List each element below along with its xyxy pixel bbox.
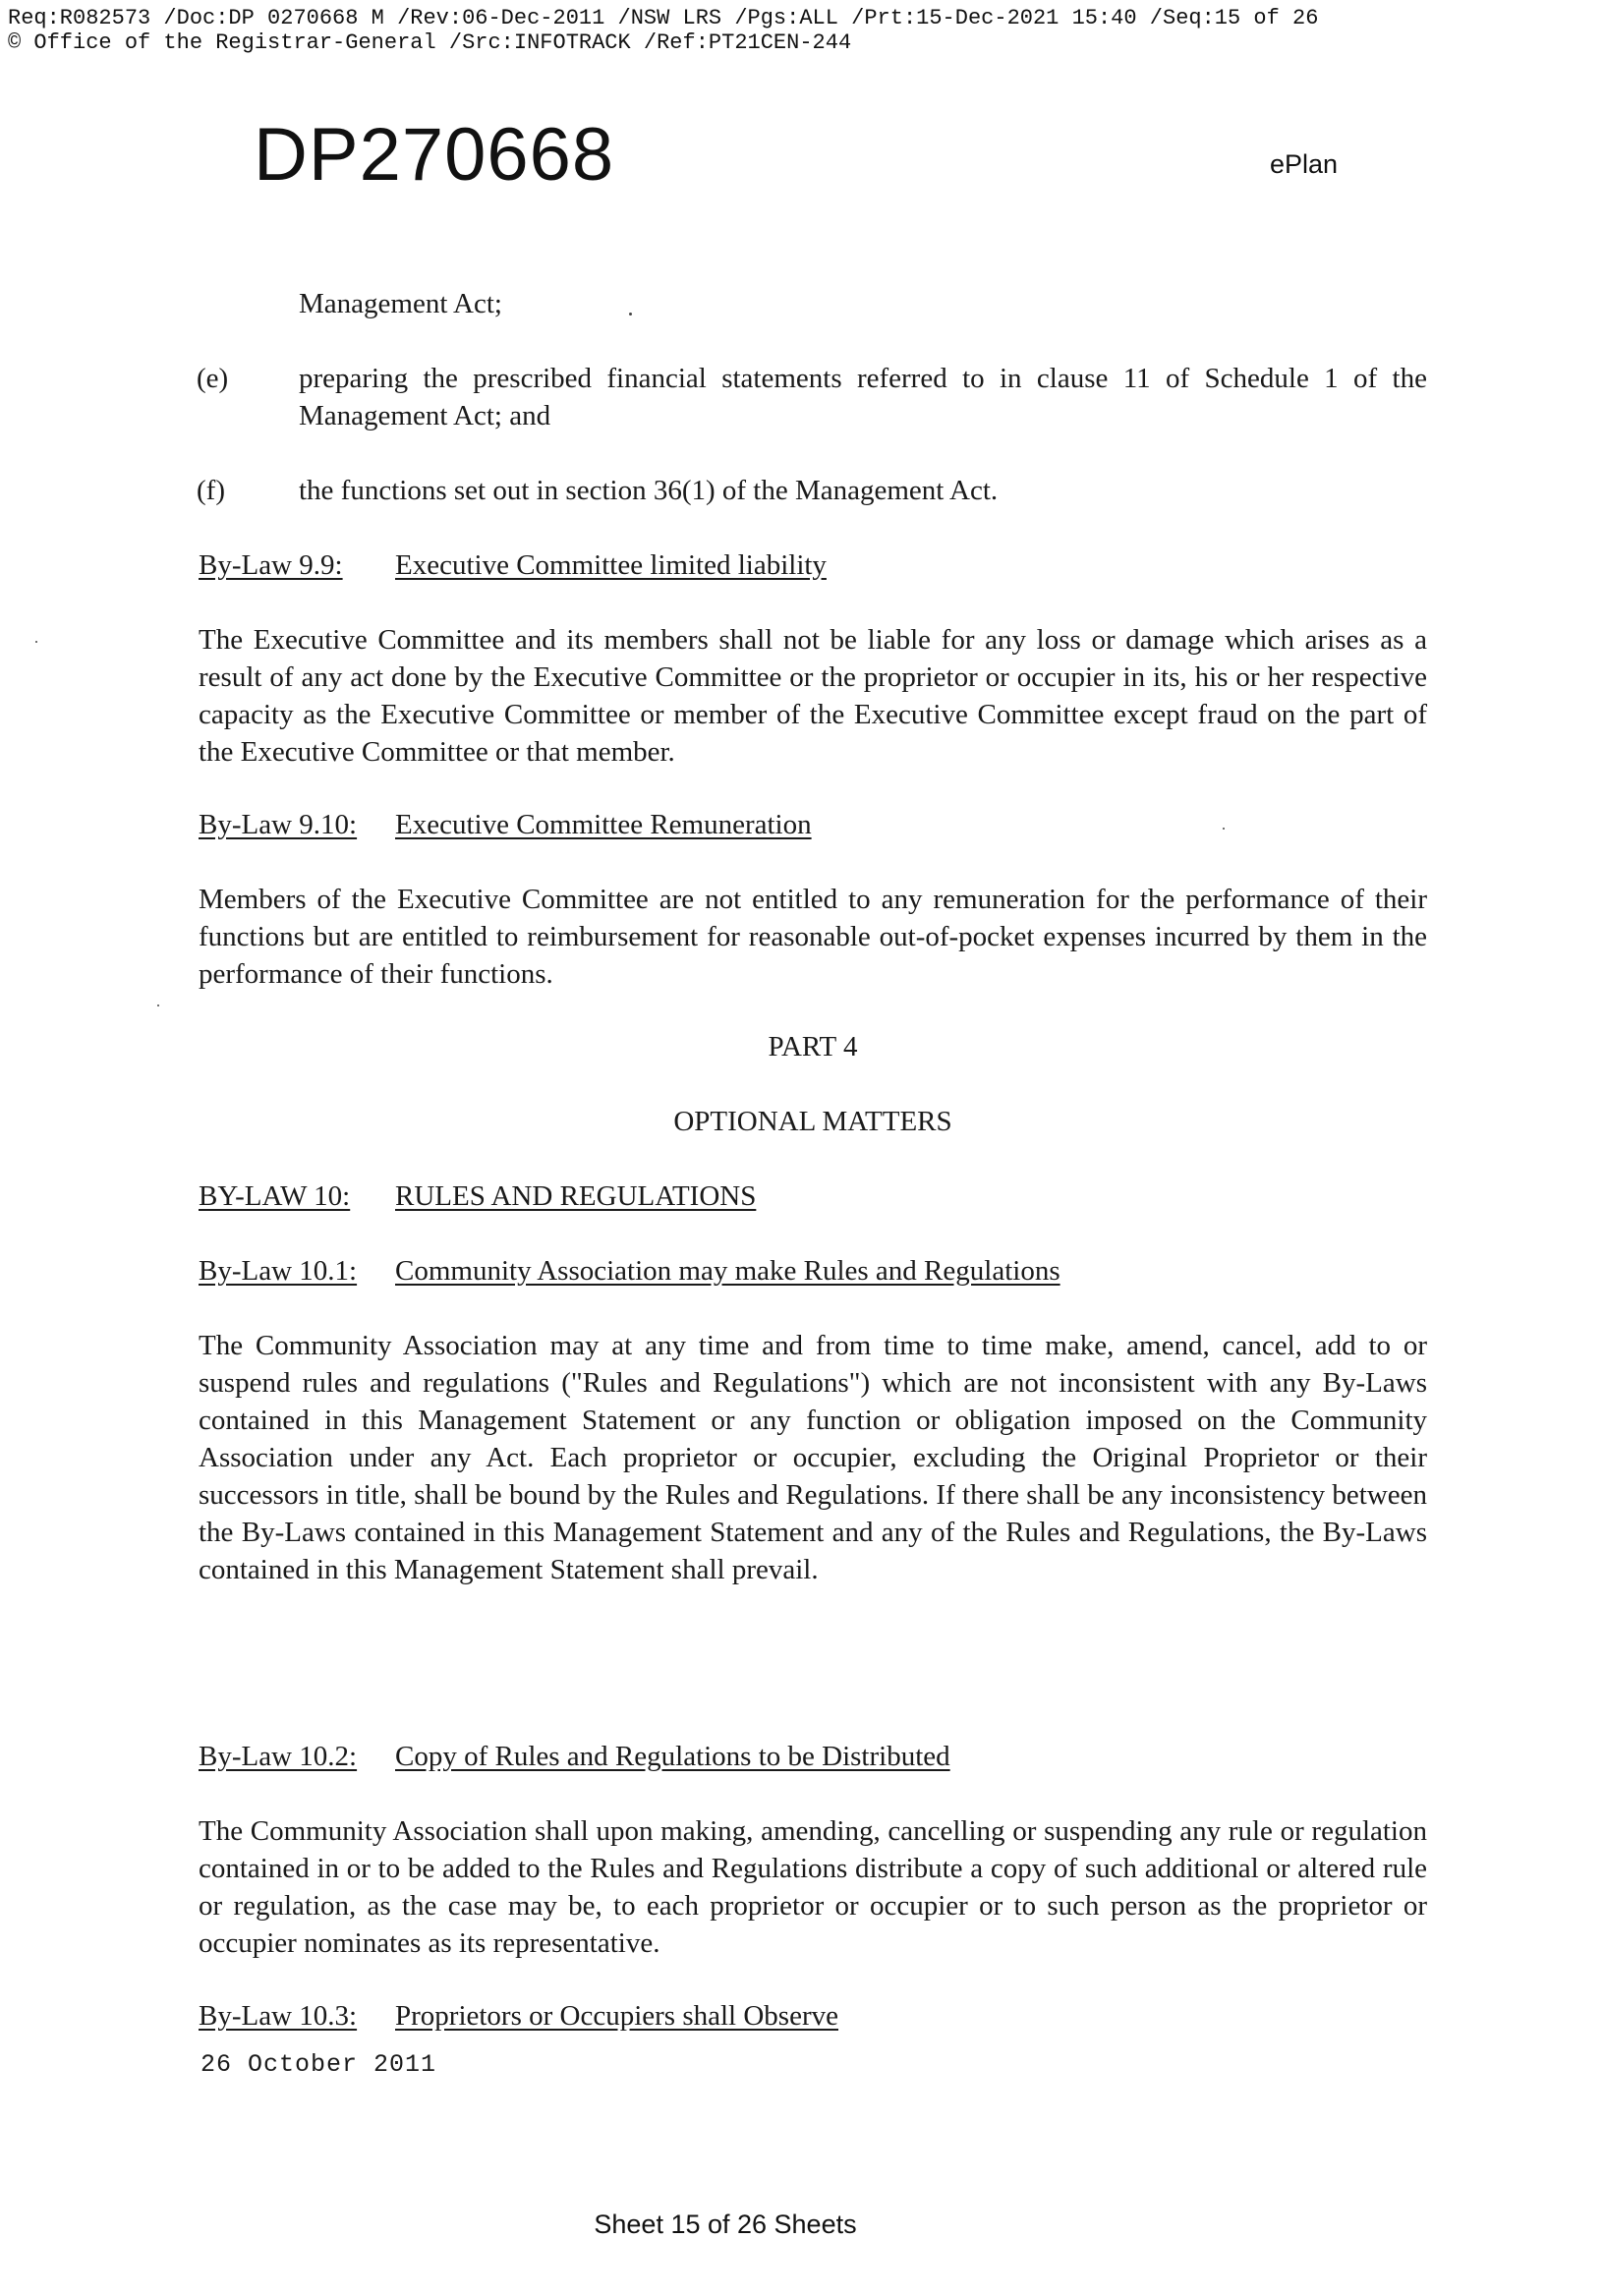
continued-text: Management Act; xyxy=(299,288,502,319)
part-heading: PART 4 xyxy=(768,1031,858,1062)
bylaw-10-1-title: Community Association may make Rules and Regulations xyxy=(395,1255,1060,1287)
document-date: 26 October 2011 xyxy=(200,2050,437,2079)
item-f-text: the functions set out in section 36(1) of the Management Act. xyxy=(299,475,999,506)
scan-speck xyxy=(629,313,632,316)
bylaw-10-2-title: Copy of Rules and Regulations to be Distributed xyxy=(395,1741,950,1772)
bylaw-9-9-number: By-Law 9.9: xyxy=(199,549,343,581)
plan-type-label: ePlan xyxy=(1270,149,1339,179)
scan-speck xyxy=(35,641,37,643)
scan-speck xyxy=(1223,828,1225,830)
scan-speck xyxy=(157,1004,159,1006)
bylaw-10-number: BY-LAW 10: xyxy=(199,1180,351,1212)
registry-header-line-2: © Office of the Registrar-General /Src:INFOTRACK /Ref:PT21CEN-244 xyxy=(8,30,852,55)
item-e-label: (e) xyxy=(197,363,229,394)
sheet-number: Sheet 15 of 26 Sheets xyxy=(594,2210,857,2239)
registry-header-line-1: Req:R082573 /Doc:DP 0270668 M /Rev:06-Dec-2011 /NSW LRS /Pgs:ALL /Prt:15-Dec-2021 15:40 /Seq:15 of 26 xyxy=(8,6,1319,30)
bylaw-9-9-title: Executive Committee limited liability xyxy=(395,549,827,581)
bylaw-9-9-paragraph: The Executive Committee and its members shall not be liable for any loss or damage which arises as a result of any act done by the Executive Committee or the proprietor or occupier in its, his or her respective capacity as the Executive Committee or member of the Executive Committee except fraud on the part of the Executive Committee or that member. xyxy=(199,624,1427,768)
bylaw-10-1-number: By-Law 10.1: xyxy=(199,1255,358,1287)
bylaw-10-2-number: By-Law 10.2: xyxy=(199,1741,358,1772)
bylaw-10-title: RULES AND REGULATIONS xyxy=(395,1180,757,1212)
bylaw-10-2-paragraph: The Community Association shall upon making, amending, cancelling or suspending any rule or regulation contained in or to be added to the Rules and Regulations distribute a copy of such additional or altered rule or regulation, as the case may be, to each proprietor or occupier or to such person as the proprietor or occupier nominates as its representative. xyxy=(199,1815,1427,1959)
part-title: OPTIONAL MATTERS xyxy=(673,1106,952,1137)
bylaw-10-3-number: By-Law 10.3: xyxy=(199,2000,358,2032)
bylaw-10-1-paragraph: The Community Association may at any time and from time to time make, amend, cancel, add to or suspend rules and regulations ("Rules and Regulations") which are not inconsistent with any By-Laws contained in this Management Statement or any function or obligation imposed on the Community Association under any Act. Each proprietor or occupier, excluding the Original Proprietor or their successors in title, shall be bound by the Rules and Regulations. If there shall be any inconsistency between the By-Laws contained in this Management Statement and any of the Rules and Regulations, the By-Laws contained in this Management Statement shall prevail. xyxy=(199,1330,1427,1585)
item-e-text: preparing the prescribed financial statements referred to in clause 11 of Schedule 1 of the Management Act; and xyxy=(299,363,1427,431)
plan-number: DP270668 xyxy=(254,113,615,197)
bylaw-9-10-number: By-Law 9.10: xyxy=(199,809,358,840)
bylaw-9-10-title: Executive Committee Remuneration xyxy=(395,809,812,840)
item-f-label: (f) xyxy=(197,475,225,506)
bylaw-10-3-title: Proprietors or Occupiers shall Observe xyxy=(395,2000,838,2032)
bylaw-9-10-paragraph: Members of the Executive Committee are not entitled to any remuneration for the performance of their functions but are entitled to reimbursement for reasonable out-of-pocket expenses incurred by them in the performance of their functions. xyxy=(199,884,1427,990)
